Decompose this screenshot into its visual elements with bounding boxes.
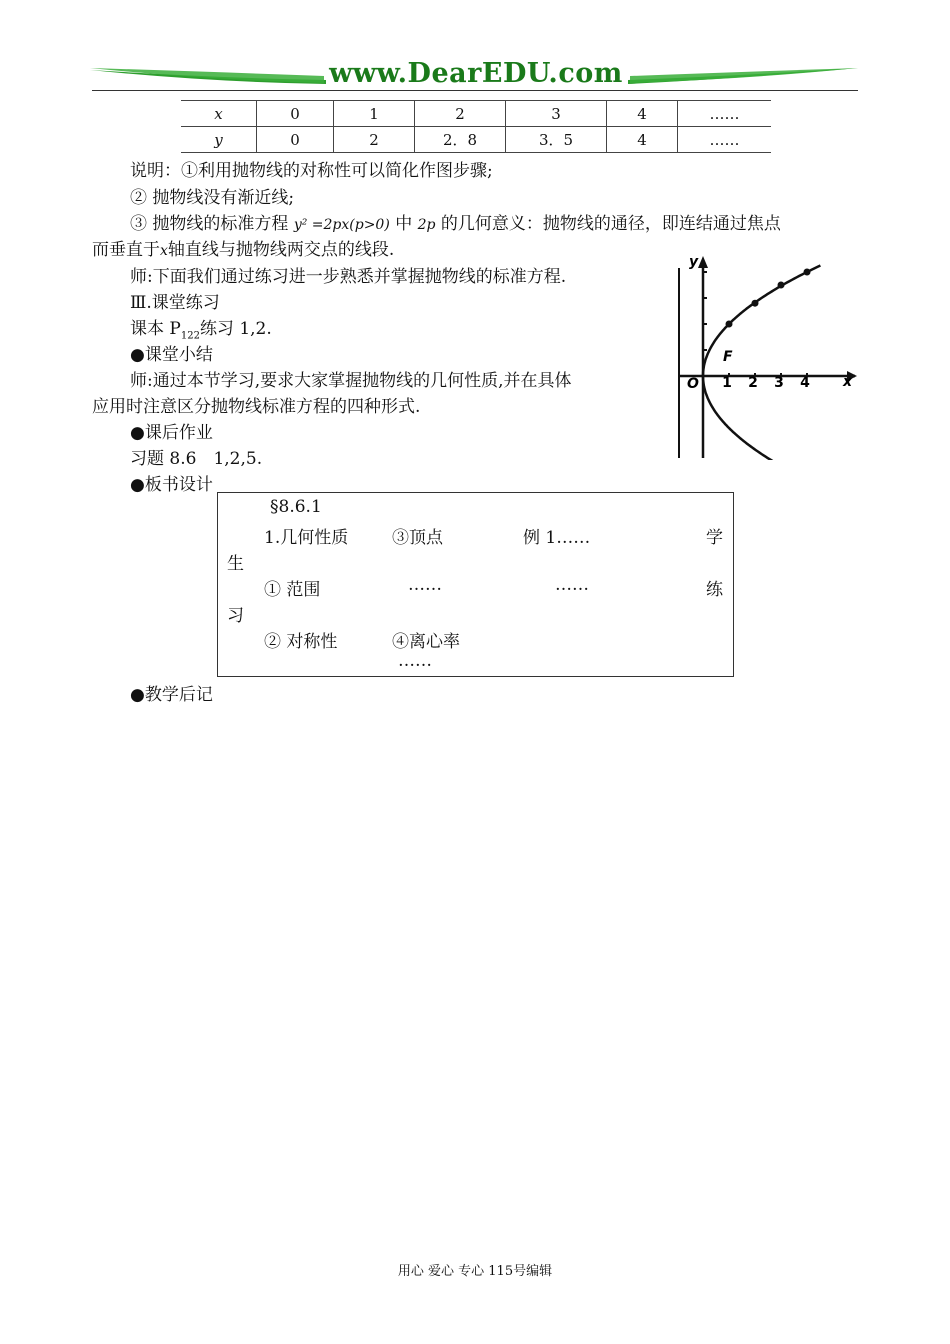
section-heading-practice: Ⅲ.课堂练习 <box>130 293 220 313</box>
focus-label: F <box>723 349 733 365</box>
board-range: ① 范围 <box>264 580 321 600</box>
teacher-remark-1: 师:下面我们通过练习进一步熟悉并掌握抛物线的标准方程. <box>130 267 567 287</box>
parabola-equation: y² =2px(p>0) <box>293 217 390 233</box>
table-cell: 4 <box>607 101 678 127</box>
table-cell: 2．8 <box>415 127 506 153</box>
parabola-point <box>804 269 811 276</box>
table-row <box>181 127 771 153</box>
table-cell: 1 <box>334 101 415 127</box>
note-1: 说明：①利用抛物线的对称性可以简化作图步骤; <box>130 161 493 181</box>
x-tick-label: 4 <box>800 375 810 391</box>
board-vertex: ③顶点 <box>392 528 443 548</box>
note-3-text: 轴直线与抛物线两交点的线段. <box>167 240 395 260</box>
note-3 <box>130 209 781 234</box>
values-table <box>181 100 771 153</box>
note-3-text: 中 <box>395 214 413 234</box>
exercise-reference <box>130 314 272 341</box>
note-2: ② 抛物线没有渐近线; <box>130 188 295 208</box>
parabola-point <box>778 282 785 289</box>
parabola-graph-svg <box>675 248 861 460</box>
board-ellipsis: …… <box>555 575 589 595</box>
exercise-page-number: 122 <box>180 330 200 342</box>
note-3-text: 而垂直于 <box>92 240 160 260</box>
exercise-text: 练习 1,2. <box>199 319 272 339</box>
exercise-text: 课本 P <box>130 319 181 339</box>
board-title: §8.6.1 <box>270 497 322 517</box>
homework-heading: ●课后作业 <box>130 423 213 443</box>
board-example: 例 1…… <box>523 528 591 548</box>
table-cell: 0 <box>257 127 334 153</box>
parabola-graph <box>675 248 861 460</box>
parabola-upper-branch <box>703 266 820 377</box>
parabola-point <box>752 300 759 307</box>
x-tick-label: 3 <box>774 375 784 391</box>
board-design-box <box>217 492 734 677</box>
board-symmetry: ② 对称性 <box>264 632 338 652</box>
table-cell: 2 <box>415 101 506 127</box>
note-3-continued <box>92 235 394 260</box>
y-axis-arrow-icon <box>698 256 708 268</box>
table-row-label: x <box>181 101 257 127</box>
table-cell: 4 <box>607 127 678 153</box>
x-axis-symbol: x <box>160 243 168 259</box>
teacher-remark-2-continued: 应用时注意区分抛物线标准方程的四种形式. <box>92 397 421 417</box>
summary-heading: ●课堂小结 <box>130 345 213 365</box>
site-logo-text: www.DearEDU.com <box>329 58 623 89</box>
table-row-label: y <box>181 127 257 153</box>
site-header-logo <box>88 56 860 92</box>
board-student: 学 <box>706 528 723 548</box>
x-tick-label: 1 <box>722 375 732 391</box>
table-cell: 2 <box>334 127 415 153</box>
board-ellipsis: …… <box>408 575 442 595</box>
board-practice-wrap: 习 <box>227 606 244 626</box>
table-row <box>181 101 771 127</box>
homework-assignment: 习题 8.6 1,2,5. <box>130 449 263 469</box>
parabola-point <box>726 321 733 328</box>
teacher-remark-2: 师:通过本节学习,要求大家掌握抛物线的几何性质,并在具体 <box>130 371 572 391</box>
table-cell: 3 <box>506 101 607 127</box>
note-3-text: 的几何意义：抛物线的通径，即连结通过焦点 <box>440 214 781 234</box>
table-cell: …… <box>678 127 772 153</box>
afterword-heading: ●教学后记 <box>130 685 213 705</box>
table-cell: 3．5 <box>506 127 607 153</box>
x-tick-label: 2 <box>748 375 758 391</box>
table-cell: …… <box>678 101 772 127</box>
page-footer: 用心 爱心 专心 115号编辑 <box>397 1264 553 1279</box>
note-3-text: ③ 抛物线的标准方程 <box>130 214 289 234</box>
board-geometry-properties: 1.几何性质 <box>264 528 349 548</box>
latus-rectum-symbol: 2p <box>417 217 436 233</box>
origin-label: O <box>687 376 699 392</box>
header-divider <box>92 90 858 91</box>
board-student-wrap: 生 <box>227 554 244 574</box>
board-practice: 练 <box>706 580 723 600</box>
board-ellipsis: …… <box>398 651 432 671</box>
board-eccentricity: ④离心率 <box>392 632 460 652</box>
x-axis-label: x <box>843 374 853 390</box>
board-design-heading: ●板书设计 <box>130 475 213 495</box>
y-axis-label: y <box>689 254 699 270</box>
table-cell: 0 <box>257 101 334 127</box>
